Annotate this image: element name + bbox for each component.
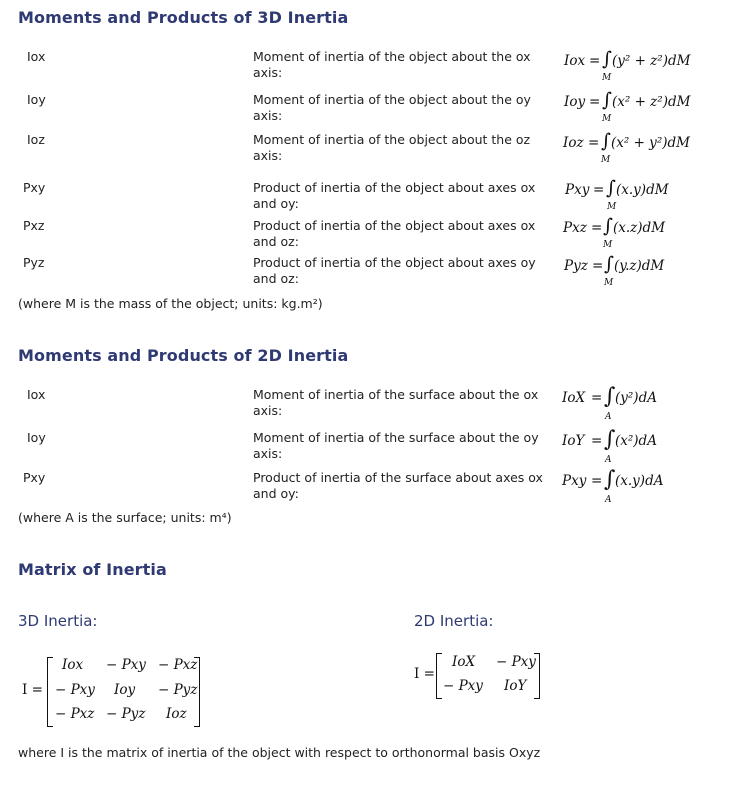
formula: Iox = ∫ (y² + z²)dM M xyxy=(564,48,691,83)
matrix-cell: Ioy xyxy=(114,682,136,698)
symbol-label: Pxz xyxy=(23,218,45,233)
note-2d-units: (where A is the surface; units: m⁴) xyxy=(18,510,232,525)
matrix-2d xyxy=(412,650,552,700)
description: Moment of inertia of the object about the oy axis: xyxy=(253,92,531,123)
matrix-footer-note: where I is the matrix of inertia of the object with respect to orthonormal basis Oxyz xyxy=(18,745,541,760)
description: Product of inertia of the object about axes ox and oy: xyxy=(253,180,536,211)
matrix-cell: IoY xyxy=(504,678,527,694)
formula: Ioz = ∫ (x² + y²)dM M xyxy=(563,130,690,165)
description: Product of inertia of the object about axes oy and oz: xyxy=(253,255,536,286)
formula: Pxy = ∫ (x.y)dA A xyxy=(562,467,664,505)
symbol-label: Ioy xyxy=(27,430,46,445)
symbol-label: Ioy xyxy=(27,92,46,107)
label-3d-inertia: 3D Inertia: xyxy=(18,612,98,630)
description: Moment of inertia of the surface about the ox axis: xyxy=(253,387,539,418)
formula: Pxz = ∫ (x.z)dM M xyxy=(563,215,666,250)
matrix-cell: Iox xyxy=(62,657,84,673)
formula: Pxy = ∫ (x.y)dM M xyxy=(565,177,669,212)
matrix-cell: Ioz xyxy=(166,706,187,722)
matrix-cell: − Pxy xyxy=(55,682,95,698)
matrix-cell: − Pxz xyxy=(158,657,198,673)
symbol-label: Iox xyxy=(27,49,46,64)
description: Product of inertia of the object about axes ox and oz: xyxy=(253,218,536,249)
formula: IoY = ∫ (x²)dA A xyxy=(562,427,657,465)
section-title-3d-inertia: Moments and Products of 3D Inertia xyxy=(18,8,349,27)
formula: Ioy = ∫ (x² + z²)dM M xyxy=(564,89,691,124)
matrix-cell: − Pyz xyxy=(106,706,146,722)
matrix-cell: − Pxy xyxy=(443,678,483,694)
matrix-cell: − Pyz xyxy=(158,682,198,698)
label-2d-inertia: 2D Inertia: xyxy=(414,612,494,630)
symbol-label: Pxy xyxy=(23,470,46,485)
left-bracket xyxy=(47,657,53,727)
symbol-label: Ioz xyxy=(27,132,45,147)
description: Moment of inertia of the surface about the oy axis: xyxy=(253,430,539,461)
matrix-cell: IoX xyxy=(452,654,476,670)
matrix-cell: − Pxy xyxy=(106,657,146,673)
formula: IoX = ∫ (y²)dA A xyxy=(562,384,657,422)
description: Product of inertia of the surface about axes ox and oy: xyxy=(253,470,543,501)
section-title-matrix: Matrix of Inertia xyxy=(18,560,167,579)
symbol-label: Iox xyxy=(27,387,46,402)
note-3d-units: (where M is the mass of the object; units: kg.m²) xyxy=(18,296,323,311)
formula: Pyz = ∫ (y.z)dM M xyxy=(564,253,665,288)
symbol-label: Pxy xyxy=(23,180,46,195)
matrix-lhs: I = xyxy=(22,682,43,698)
left-bracket xyxy=(436,653,442,699)
matrix-cell: − Pxy xyxy=(496,654,536,670)
matrix-lhs: I = xyxy=(414,666,435,682)
description: Moment of inertia of the object about the oz axis: xyxy=(253,132,531,163)
matrix-cell: − Pxz xyxy=(55,706,95,722)
symbol-label: Pyz xyxy=(23,255,45,270)
matrix-3d xyxy=(20,652,220,730)
description: Moment of inertia of the object about the ox axis: xyxy=(253,49,531,80)
section-title-2d-inertia: Moments and Products of 2D Inertia xyxy=(18,346,349,365)
